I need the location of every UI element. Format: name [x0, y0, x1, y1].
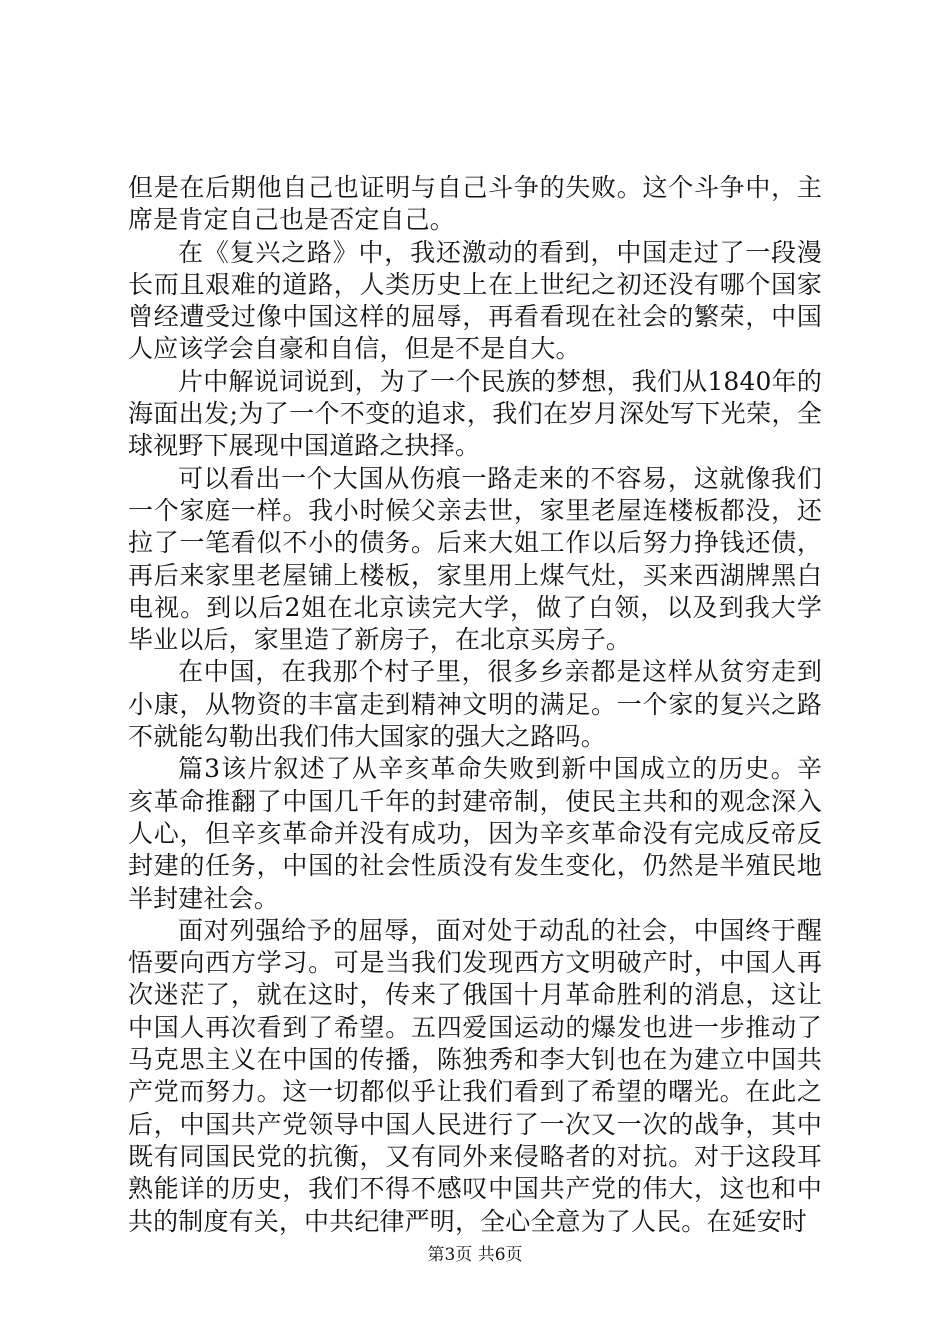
paragraph-6: 篇3该片叙述了从辛亥革命失败到新中国成立的历史。辛亥革命推翻了中国几千年的封建帝制，使民主共和的观念深入人心，但辛亥革命并没有成功，因为辛亥革命没有完成反帝反封建的任务，中国的社会性质没有发生变化，仍然是半殖民地半封建社会。 [128, 754, 822, 913]
paragraph-5: 在中国，在我那个村子里，很多乡亲都是这样从贫穷走到小康，从物资的丰富走到精神文明的满足。一个家的复兴之路不就能勾勒出我们伟大国家的强大之路吗。 [128, 657, 822, 752]
paragraph-7: 面对列强给予的屈辱，面对处于动乱的社会，中国终于醒悟要向西方学习。可是当我们发现西方文明破产时，中国人再次迷茫了，就在这时，传来了俄国十月革命胜利的消息，这让中国人再次看到了希望。五四爱国运动的爆发也进一步推动了马克思主义在中国的传播，陈独秀和李大钊也在为建立中国共产党而努力。这一切都似乎让我们看到了希望的曙光。在此之后，中国共产党领导中国人民进行了一次又一次的战争，其中既有同国民党的抗衡，又有同外来侵略者的对抗。对于这段耳熟能详的历史，我们不得不感叹中国共产党的伟大，这也和中共的制度有关，中共纪律严明，全心全意为了人民。在延安时 [128, 915, 822, 1236]
paragraph-3: 片中解说词说到，为了一个民族的梦想，我们从1840年的海面出发;为了一个不变的追求，我们在岁月深处写下光荣，全球视野下展现中国道路之抉择。 [128, 366, 822, 461]
document-body [128, 172, 822, 1238]
paragraph-1: 但是在后期他自己也证明与自己斗争的失败。这个斗争中，主席是肯定自己也是否定自己。 [128, 173, 822, 235]
paragraph-4: 可以看出一个大国从伤痕一路走来的不容易，这就像我们一个家庭一样。我小时候父亲去世，家里老屋连楼板都没，还拉了一笔看似不小的债务。后来大姐工作以后努力挣钱还债，再后来家里老屋铺上楼板，家里用上煤气灶，买来西湖牌黑白电视。到以后2姐在北京读完大学，做了白领，以及到我大学毕业以后，家里造了新房子，在北京买房子。 [128, 463, 822, 655]
paragraph-2: 在《复兴之路》中，我还激动的看到，中国走过了一段漫长而且艰难的道路，人类历史上在上世纪之初还没有哪个国家曾经遭受过像中国这样的屈辱，再看看现在社会的繁荣，中国人应该学会自豪和自信，但是不是自大。 [128, 237, 822, 364]
page-number-footer: 第3页 共6页 [427, 1245, 523, 1265]
